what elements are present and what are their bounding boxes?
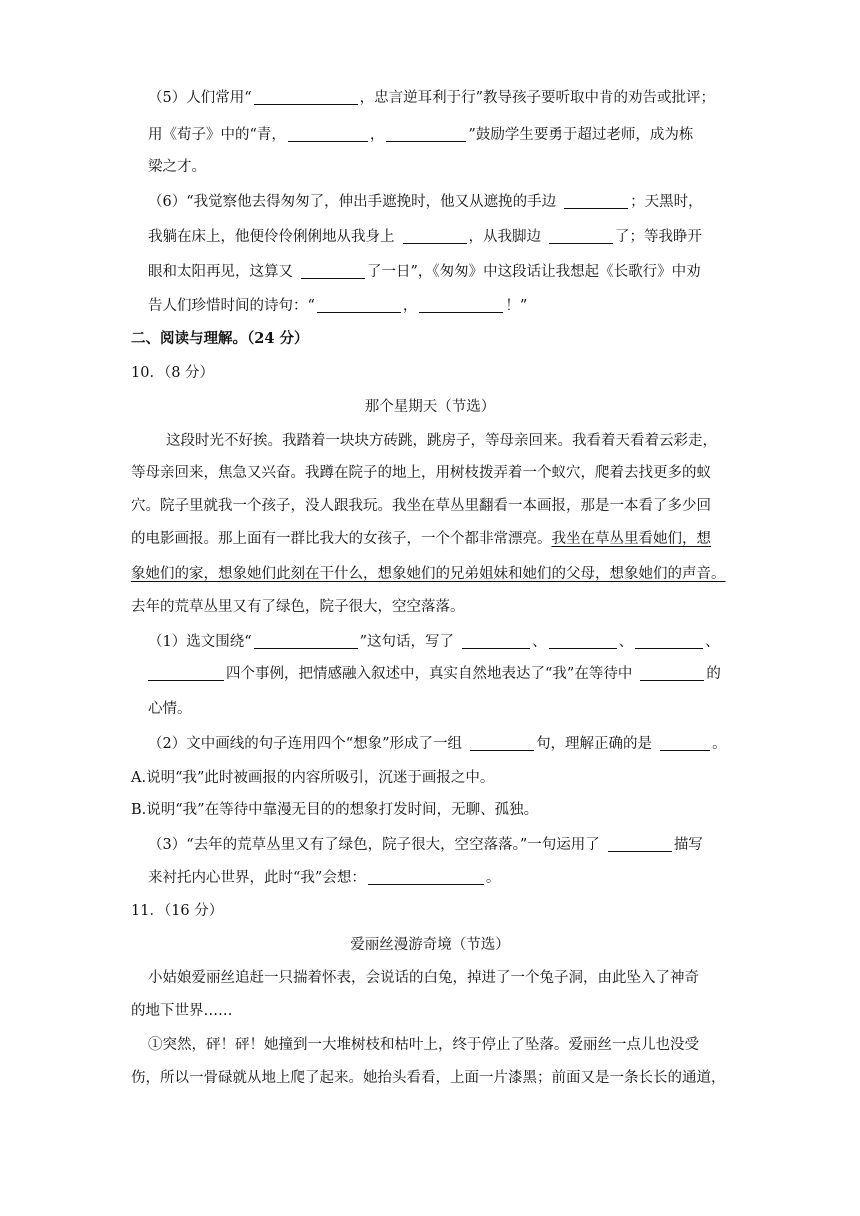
text: 四个事例，把情感融入叙述中，真实自然地表达了“我”在等待中 <box>226 666 633 682</box>
text: 心情。 <box>148 701 192 717</box>
text: ！” <box>505 298 528 314</box>
text: 描写 <box>673 837 703 853</box>
text: 的地下世界…… <box>131 1003 233 1019</box>
text: 了；等我睁开 <box>615 229 702 245</box>
q9-part6-line4 <box>0 296 860 316</box>
q10-passage-line2 <box>0 463 860 483</box>
answer-blank[interactable] <box>549 633 617 649</box>
text: 等母亲回来，焦急又兴奋。我蹲在院子的地上，用树枝拨弄着一个蚁穴，爬着去找更多的蚁 <box>131 465 711 481</box>
section-heading <box>0 329 860 349</box>
text: 我躺在床上，他便伶伶俐俐地从我身上 <box>148 229 395 245</box>
answer-blank[interactable] <box>549 228 613 244</box>
text: 了一日”，《匆匆》中这段话让我想起《长歌行》中劝 <box>367 264 701 280</box>
text: ①突然，砰！砰！她撞到一大堆树枝和枯叶上，终于停止了坠落。爱丽丝一点儿也没受 <box>148 1037 699 1053</box>
text: （2）文中画线的句子连用四个“想象”形成了一组 <box>148 736 463 752</box>
text: 。 <box>712 736 727 752</box>
text: 去年的荒草丛里又有了绿色，院子很大，空空落落。 <box>131 599 465 615</box>
q10-passage-line4 <box>0 529 860 549</box>
text: ”这句话，写了 <box>359 634 455 650</box>
q11-number <box>0 901 860 921</box>
text: ，从我脚边 <box>468 229 541 245</box>
q10-option-a <box>0 768 860 788</box>
answer-blank[interactable] <box>403 228 467 244</box>
text: 、 <box>532 634 547 650</box>
q10-title <box>0 397 860 417</box>
text: ， <box>369 127 385 143</box>
q9-part5-line1 <box>0 88 860 108</box>
underlined-sentence: 象她们的家，想象她们此刻在干什么，想象她们的兄弟姐妹和她们的父母，想象她们的声音。 <box>131 566 726 582</box>
q11-passage-line4 <box>0 1068 860 1088</box>
q9-part6-line2 <box>0 227 860 247</box>
text: 告人们珍惜时间的诗句：“ <box>148 298 315 314</box>
answer-blank[interactable] <box>640 665 704 681</box>
answer-blank[interactable] <box>368 869 484 885</box>
answer-blank[interactable] <box>564 193 628 209</box>
q10-sub3-line1 <box>0 835 860 855</box>
text: 、 <box>618 634 634 650</box>
answer-blank[interactable] <box>462 633 530 649</box>
text: 来衬托内心世界，此时“我”会想： <box>148 870 366 886</box>
text: ，忠言逆耳利于行”教导孩子要听取中肯的劝告或批评； <box>359 90 716 106</box>
text: 梁之才。 <box>148 159 206 175</box>
text: （1）选文围绕“ <box>148 634 252 650</box>
q11-passage-line2 <box>0 1001 860 1021</box>
text: ；天黑时， <box>630 194 703 210</box>
text: A.说明“我”此时被画报的内容所吸引，沉迷于画报之中。 <box>131 770 495 786</box>
answer-blank[interactable] <box>635 633 703 649</box>
text: 那个星期天（节选） <box>364 399 496 415</box>
q9-part5-line2 <box>0 125 860 145</box>
q11-passage-line1 <box>0 968 860 988</box>
text: ， <box>402 298 418 314</box>
q10-passage-line3 <box>0 496 860 516</box>
q10-sub1-line1 <box>0 632 860 652</box>
text: （5）人们常用“ <box>148 90 252 106</box>
answer-blank[interactable] <box>317 297 401 313</box>
q9-part6-line3 <box>0 262 860 282</box>
text: 爱丽丝漫游奇境（节选） <box>350 937 510 953</box>
text: （6）“我觉察他去得匆匆了，伸出手遮挽时，他又从遮挽的手边 <box>148 194 557 210</box>
q10-passage-line1 <box>0 431 860 451</box>
q10-sub1-line2 <box>0 664 860 684</box>
text: 这段时光不好挨。我踏着一块块方砖跳，跳房子，等母亲回来。我看着天看着云彩走， <box>166 433 717 449</box>
text: 用《荀子》中的“青， <box>148 127 286 143</box>
text: 。 <box>485 870 501 886</box>
underlined-sentence: 我坐在草丛里看她们，想 <box>551 531 711 547</box>
answer-blank[interactable] <box>254 633 358 649</box>
answer-blank[interactable] <box>660 735 710 751</box>
text: 伤，所以一骨碌就从地上爬了起来。她抬头看看，上面一片漆黑；前面又是一条长长的通道， <box>131 1070 726 1086</box>
q11-passage-line3 <box>0 1035 860 1055</box>
answer-blank[interactable] <box>386 126 466 142</box>
text: 二、阅读与理解。（24 分） <box>131 330 309 347</box>
text: （3）“去年的荒草丛里又有了绿色，院子很大，空空落落。”一句运用了 <box>148 837 600 853</box>
answer-blank[interactable] <box>148 665 224 681</box>
answer-blank[interactable] <box>288 126 368 142</box>
q10-sub3-line2 <box>0 868 860 888</box>
q10-passage-line5 <box>0 564 860 584</box>
q10-sub1-line3 <box>0 699 860 719</box>
text: 11．（16 分） <box>131 903 224 919</box>
text: 的 <box>706 666 721 682</box>
answer-blank[interactable] <box>254 89 358 105</box>
text: 10．（8 分） <box>131 365 215 381</box>
text: 眼和太阳再见，这算又 <box>148 264 293 280</box>
text: B.说明“我”在等待中靠漫无目的的想象打发时间，无聊、孤独。 <box>131 802 539 818</box>
q10-number <box>0 363 860 383</box>
q11-title <box>0 935 860 955</box>
text: 的电影画报。那上面有一群比我大的女孩子，一个个都非常漂亮。 <box>131 531 552 547</box>
text: ”鼓励学生要勇于超过老师，成为栋 <box>468 127 694 143</box>
q9-part6-line1 <box>0 192 860 212</box>
q10-option-b <box>0 800 860 820</box>
text: 、 <box>705 634 720 650</box>
text: 穴。院子里就我一个孩子，没人跟我玩。我坐在草丛里翻看一本画报，那是一本看了多少回 <box>131 498 711 514</box>
text: 小姑娘爱丽丝追赶一只揣着怀表，会说话的白兔，掉进了一个兔子洞，由此坠入了神奇 <box>148 970 699 986</box>
answer-blank[interactable] <box>470 735 534 751</box>
text: 句，理解正确的是 <box>536 736 653 752</box>
q10-sub2-line1 <box>0 734 860 754</box>
q9-part5-line3 <box>0 157 860 177</box>
answer-blank[interactable] <box>419 297 503 313</box>
answer-blank[interactable] <box>301 263 365 279</box>
answer-blank[interactable] <box>608 836 672 852</box>
q10-passage-line6 <box>0 597 860 617</box>
